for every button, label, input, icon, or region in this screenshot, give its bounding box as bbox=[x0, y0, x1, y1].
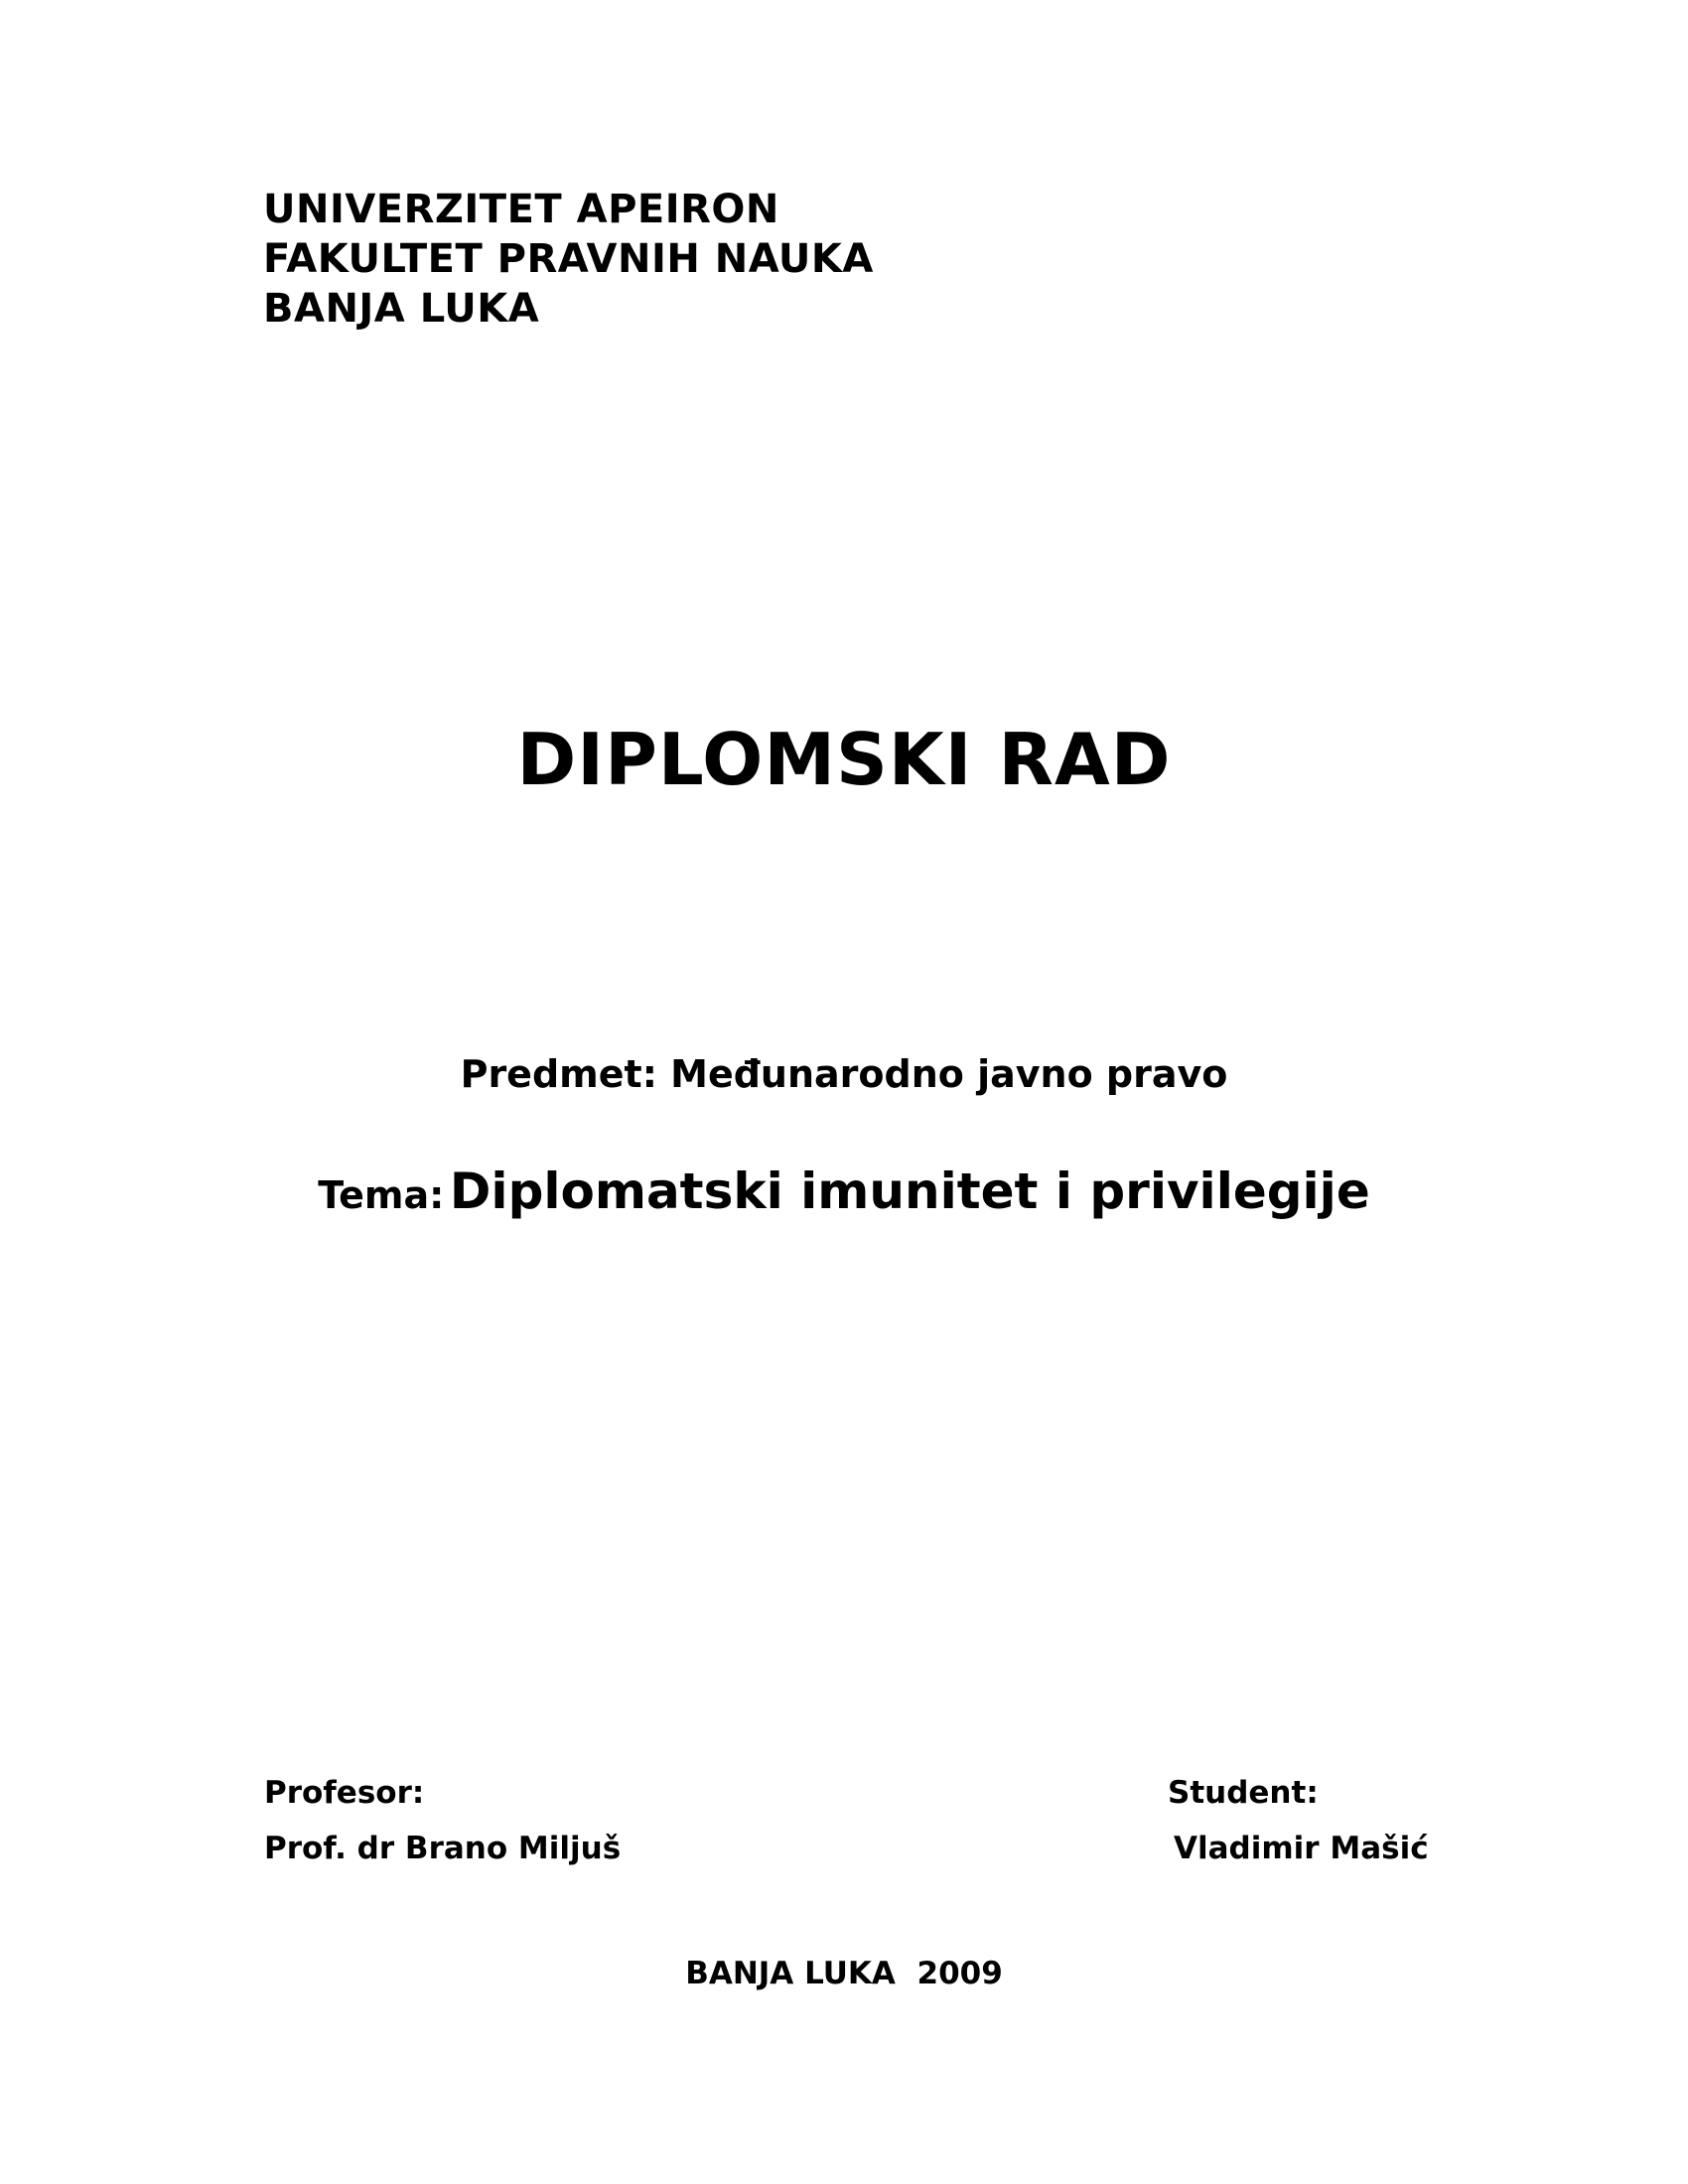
subject-label: Predmet: bbox=[460, 1052, 657, 1096]
professor-block bbox=[264, 1773, 621, 1868]
student-name: Vladimir Mašić bbox=[1174, 1831, 1429, 1866]
subject-value: Međunarodno javno pravo bbox=[670, 1052, 1228, 1096]
student-label: Student: bbox=[1168, 1775, 1319, 1811]
institution-header bbox=[263, 185, 874, 334]
theme-line bbox=[0, 1161, 1688, 1225]
student-block bbox=[1168, 1773, 1429, 1868]
subject-line bbox=[0, 1050, 1688, 1098]
theme-label: Tema: bbox=[318, 1173, 445, 1217]
theme-value: Diplomatski imunitet i privilegije bbox=[449, 1162, 1370, 1220]
document-title: DIPLOMSKI RAD bbox=[516, 718, 1172, 801]
professor-name: Prof. dr Brano Miljuš bbox=[264, 1831, 622, 1866]
professor-label: Profesor: bbox=[264, 1775, 425, 1811]
university-name: UNIVERZITET APEIRON bbox=[263, 187, 779, 232]
faculty-name: FAKULTET PRAVNIH NAUKA bbox=[263, 236, 874, 282]
city-name: BANJA LUKA bbox=[263, 286, 540, 332]
place-and-year: BANJA LUKA 2009 bbox=[685, 1956, 1003, 1991]
